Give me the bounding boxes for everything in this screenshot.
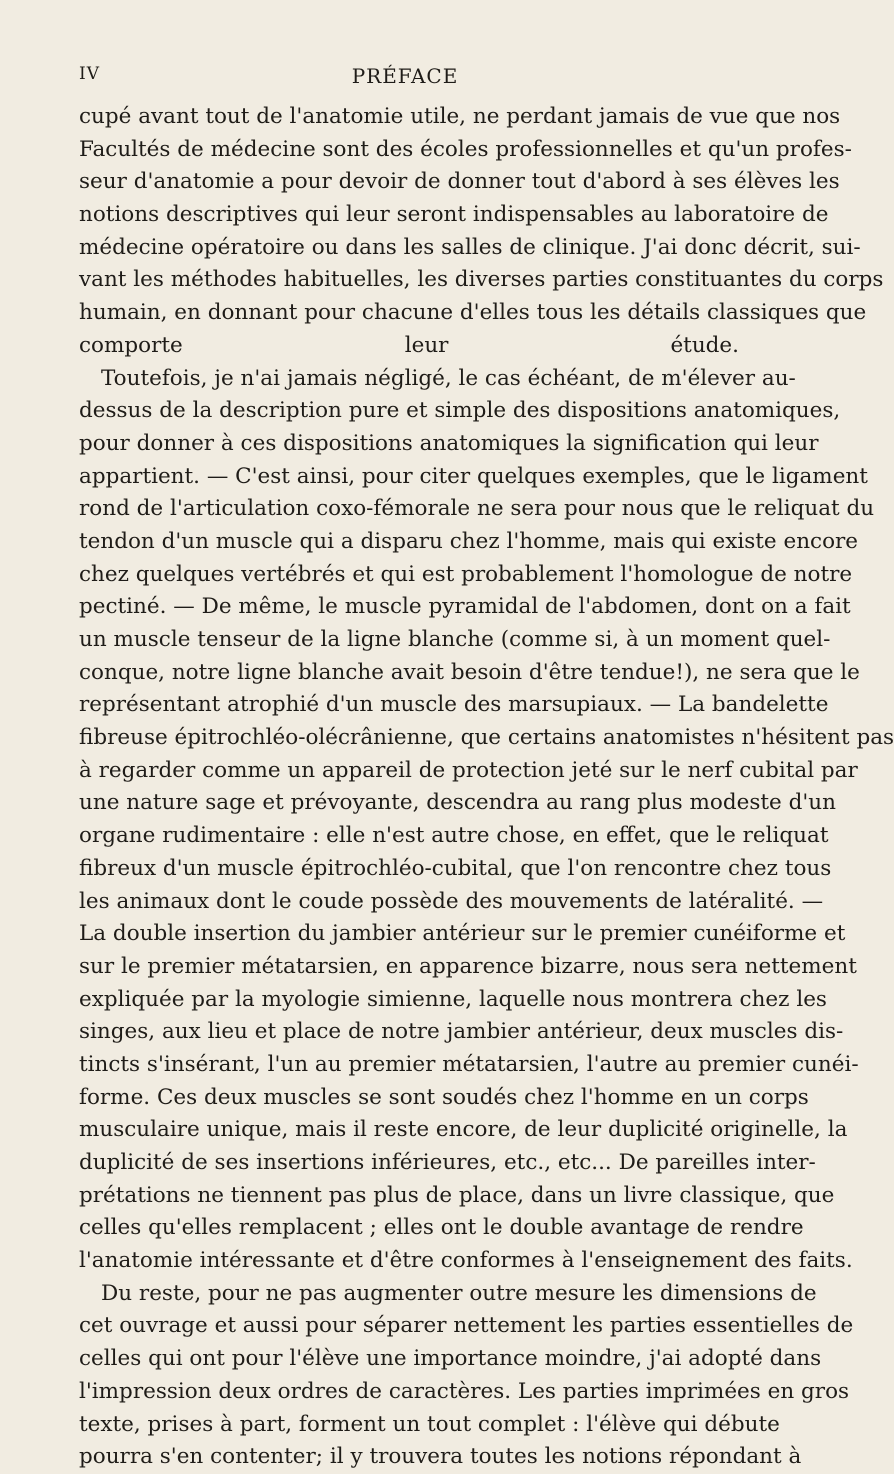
text-line: fibreuse épitrochléo-olécrânienne, que certains anatomistes n'hésitent pas: [79, 725, 894, 751]
text-line: celles qui ont pour l'élève une importance moindre, j'ai adopté dans: [79, 1346, 822, 1372]
text-line: organe rudimentaire : elle n'est autre chose, en effet, que le reliquat: [79, 823, 829, 849]
page-number: IV: [79, 64, 100, 84]
text-line: cet ouvrage et aussi pour séparer nettement les parties essentielles de: [79, 1313, 854, 1339]
text-line: duplicité de ses insertions inférieures, etc., etc... De pareilles inter-: [79, 1150, 816, 1175]
text-line: vant les méthodes habituelles, les diverses parties constituantes du corps: [79, 267, 884, 293]
running-title: PRÉFACE: [351, 64, 459, 88]
text-line: Du reste, pour ne pas augmenter outre mesure les dimensions de: [101, 1280, 817, 1306]
running-head: [79, 64, 731, 94]
text-line: les animaux dont le coude possède des mouvements de latéralité. —: [79, 888, 824, 914]
text-line: fibreux d'un muscle épitrochléo-cubital, que l'on rencontre chez tous: [79, 855, 832, 881]
text-line: cupé avant tout de l'anatomie utile, ne perdant jamais de vue que nos: [79, 104, 841, 129]
body-text: [79, 101, 894, 1474]
text-line: comporte leur étude.: [79, 332, 739, 358]
text-line: humain, en donnant pour chacune d'elles tous les détails classiques que: [79, 300, 867, 326]
text-line: La double insertion du jambier antérieur sur le premier cunéiforme et: [79, 921, 846, 947]
text-line: seur d'anatomie a pour devoir de donner tout d'abord à ses élèves les: [79, 169, 840, 195]
text-line: singes, aux lieu et place de notre jambier antérieur, deux muscles dis-: [79, 1019, 844, 1045]
text-line: musculaire unique, mais il reste encore, de leur duplicité originelle, la: [79, 1117, 848, 1143]
text-line: pour donner à ces dispositions anatomiques la signification qui leur: [79, 430, 819, 456]
text-line: forme. Ces deux muscles se sont soudés chez l'homme en un corps: [79, 1084, 809, 1110]
text-line: Toutefois, je n'ai jamais négligé, le cas échéant, de m'élever au-: [101, 365, 796, 391]
text-line: représentant atrophié d'un muscle des marsupiaux. — La bandelette: [79, 692, 829, 718]
text-line: pourra s'en contenter; il y trouvera toutes les notions répondant à: [79, 1444, 802, 1470]
text-line: chez quelques vertébrés et qui est probablement l'homologue de notre: [79, 561, 853, 587]
text-line: celles qu'elles remplacent ; elles ont le double avantage de rendre: [79, 1215, 804, 1241]
text-line: une nature sage et prévoyante, descendra au rang plus modeste d'un: [79, 790, 836, 816]
text-line: pectiné. — De même, le muscle pyramidal de l'abdomen, dont on a fait: [79, 594, 851, 620]
text-line: prétations ne tiennent pas plus de place, dans un livre classique, que: [79, 1182, 835, 1208]
text-line: conque, notre ligne blanche avait besoin d'être tendue!), ne sera que le: [79, 659, 860, 685]
text-line: l'anatomie intéressante et d'être conformes à l'enseignement des faits.: [79, 1248, 853, 1274]
text-line: Facultés de médecine sont des écoles professionnelles et qu'un profes-: [79, 136, 852, 162]
text-line: à regarder comme un appareil de protection jeté sur le nerf cubital par: [79, 757, 858, 783]
text-line: l'impression deux ordres de caractères. Les parties imprimées en gros: [79, 1378, 850, 1404]
text-line: médecine opératoire ou dans les salles de clinique. J'ai donc décrit, sui-: [79, 234, 861, 260]
text-line: tincts s'insérant, l'un au premier métatarsien, l'autre au premier cunéi-: [79, 1051, 859, 1077]
text-line: sur le premier métatarsien, en apparence bizarre, nous sera nettement: [79, 953, 857, 979]
text-line: expliquée par la myologie simienne, laquelle nous montrera chez les: [79, 986, 827, 1012]
text-line: dessus de la description pure et simple des dispositions anatomiques,: [79, 398, 841, 424]
text-line: rond de l'articulation coxo-fémorale ne sera pour nous que le reliquat du: [79, 496, 875, 522]
text-line: tendon d'un muscle qui a disparu chez l'homme, mais qui existe encore: [79, 528, 859, 554]
text-line: notions descriptives qui leur seront indispensables au laboratoire de: [79, 202, 829, 228]
text-line: un muscle tenseur de la ligne blanche (comme si, à un moment quel-: [79, 627, 831, 652]
text-line: texte, prises à part, forment un tout complet : l'élève qui débute: [79, 1411, 780, 1437]
text-line: appartient. — C'est ainsi, pour citer quelques exemples, que le ligament: [79, 463, 868, 489]
